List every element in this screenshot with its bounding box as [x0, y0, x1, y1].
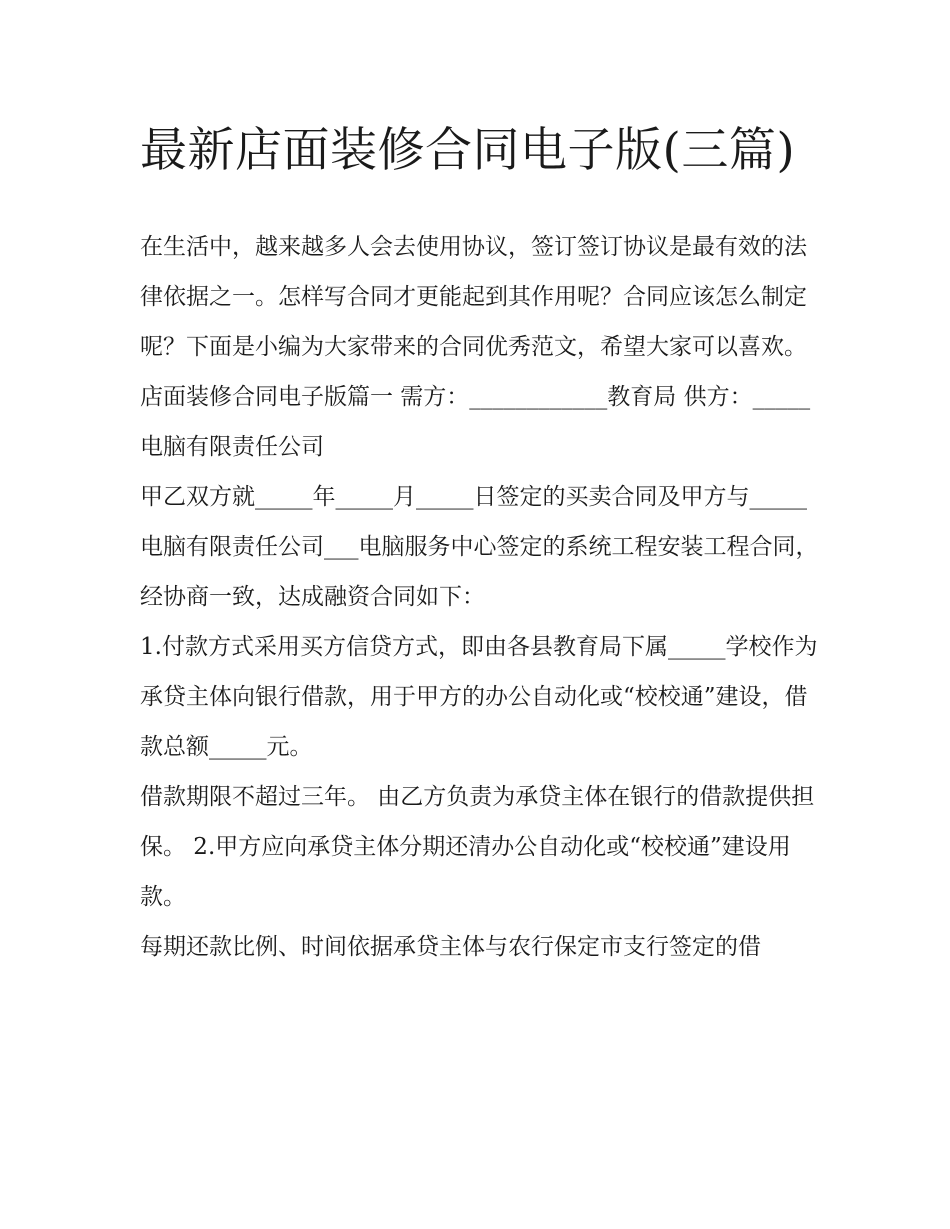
document-page — [140, 112, 820, 972]
intro-paragraph: 在生活中，越来越多人会去使用协议，签订签订协议是最有效的法律依据之一。怎样写合同才更能起到其作用呢？合同应该怎么制定呢？下面是小编为大家带来的合同优秀范文，希望大家可以喜欢。 — [140, 234, 807, 360]
document-body — [140, 222, 820, 972]
agreement-paragraph: 甲乙双方就_____年_____月_____日签定的买卖合同及甲方与_____电脑有限责任公司___电脑服务中心签定的系统工程安装工程合同，经协商一致，达成融资合同如下： — [140, 484, 819, 610]
document-title: 最新店面装修合同电子版(三篇) — [140, 123, 796, 178]
loan-term-paragraph: 借款期限不超过三年。 由乙方负责为承贷主体在银行的借款提供担保。 2.甲方应向承贷主体分期还清办公自动化或“校校通”建设用款。 — [140, 784, 815, 910]
clause-1-paragraph: 1.付款方式采用买方信贷方式，即由各县教育局下属_____学校作为承贷主体向银行借款，用于甲方的办公自动化或“校校通”建设，借款总额_____元。 — [140, 634, 818, 760]
repayment-paragraph: 每期还款比例、时间依据承贷主体与农行保定市支行签定的借 — [140, 934, 761, 960]
parties-paragraph: 店面装修合同电子版篇一 需方：____________教育局 供方：_____电脑有限责任公司 — [140, 384, 811, 460]
